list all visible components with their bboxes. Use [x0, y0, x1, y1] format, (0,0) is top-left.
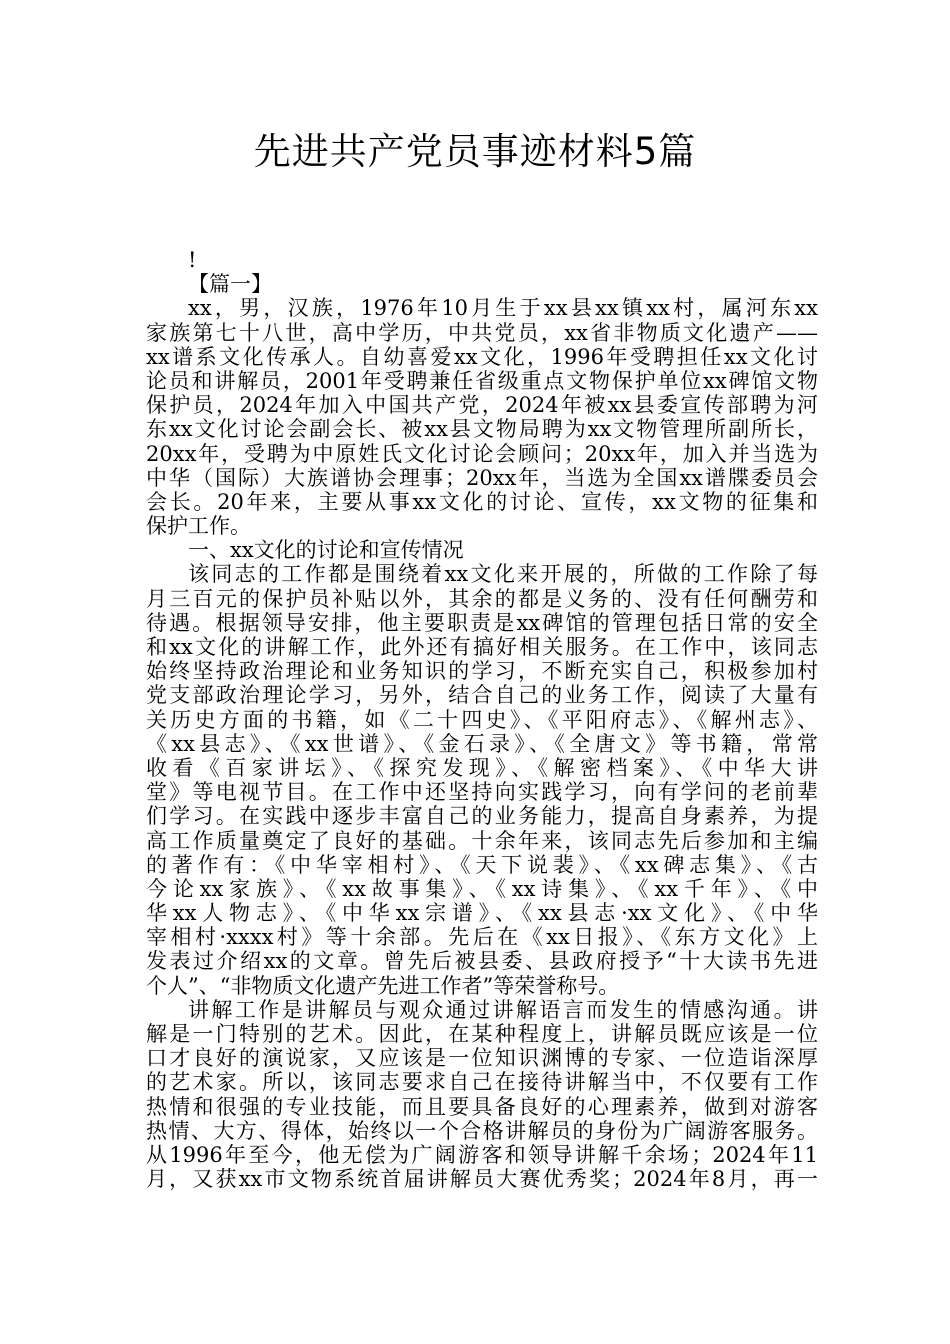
text-line: 东xx文化讨论会副会长、被xx县文物局聘为xx文物管理所副所长， [146, 417, 818, 442]
text-line: 今论xx家族》、《xx故事集》、《xx诗集》、《xx千年》、《中 [146, 876, 818, 901]
text-line: 解是一门特别的艺术。因此，在某种程度上，讲解员既应该是一位 [146, 1022, 818, 1046]
text-line: 家族第七十八世，高中学历，中共党员，xx省非物质文化遗产—— [146, 320, 818, 345]
text-line: 们学习。在实践中逐步丰富自己的业务能力，提高自身素养，为提 [146, 804, 818, 829]
text-line: 保护员，2024年加入中国共产党，2024年被xx县委宣传部聘为河 [146, 393, 818, 418]
text-line: xx，男，汉族，1976年10月生于xx县xx镇xx村，属河东xx [188, 296, 818, 321]
document-title: 先进共产党员事迹材料5篇 [253, 130, 697, 173]
text-line: ! [188, 248, 197, 272]
text-line: 待遇。根据领导安排，他主要职责是xx碑馆的管理包括日常的安全 [146, 610, 818, 635]
text-line: 堂》等电视节目。在工作中还坚持向实践学习，向有学问的老前辈 [146, 780, 818, 805]
text-line: 口才良好的演说家，又应该是一位知识渊博的专家、一位造诣深厚 [146, 1046, 818, 1071]
text-line: 热情和很强的专业技能，而且要具备良好的心理素养，做到对游客 [146, 1094, 818, 1119]
text-line: 会长。20年来，主要从事xx文化的讨论、宣传，xx文物的征集和 [146, 489, 818, 514]
text-line: 高工作质量奠定了良好的基础。十余年来，该同志先后参加和主编 [146, 828, 818, 853]
text-line: 中华（国际）大族谱协会理事；20xx年，当选为全国xx谱牒委员会 [146, 465, 818, 490]
document-body [146, 248, 818, 1191]
section-heading-part-1: 【篇一】 [188, 272, 272, 297]
text-line: 论员和讲解员，2001年受聘兼任省级重点文物保护单位xx碑馆文物 [146, 368, 818, 393]
text-line: 该同志的工作都是围绕着xx文化来开展的，所做的工作除了每 [188, 562, 818, 587]
subsection-heading: 一、xx文化的讨论和宣传情况 [188, 538, 464, 563]
text-line: 关历史方面的书籍，如《二十四史》、《平阳府志》、《解州志》、 [146, 707, 818, 732]
text-line: 《xx县志》、《xx世谱》、《金石录》、《全唐文》等书籍，常常 [146, 731, 818, 756]
text-line: 从1996年至今，他无偿为广阔游客和领导讲解千余场；2024年11 [146, 1142, 818, 1167]
text-line: 发表过介绍xx的文章。曾先后被县委、县政府授予“十大读书先进 [146, 949, 818, 974]
text-line: 华xx人物志》、《中华xx宗谱》、《xx县志·xx文化》、《中华 [146, 901, 818, 926]
text-line: 个人”、“非物质文化遗产先进工作者”等荣誉称号。 [146, 973, 620, 998]
text-line: 月三百元的保护员补贴以外，其余的都是义务的、没有任何酬劳和 [146, 586, 818, 611]
text-line: 始终坚持政治理论和业务知识的学习，不断充实自己，积极参加村 [146, 659, 818, 684]
text-line: xx谱系文化传承人。自幼喜爱xx文化，1996年受聘担任xx文化讨 [146, 344, 818, 369]
text-line: 20xx年，受聘为中原姓氏文化讨论会顾问；20xx年，加入并当选为 [146, 441, 818, 466]
text-line: 宰相村·xxxx村》等十余部。先后在《xx日报》、《东方文化》上 [146, 925, 818, 950]
text-line: 保护工作。 [146, 514, 251, 539]
text-line: 讲解工作是讲解员与观众通过讲解语言而发生的情感沟通。讲 [188, 997, 818, 1022]
text-line: 和xx文化的讲解工作，此外还有搞好相关服务。在工作中，该同志 [146, 635, 818, 659]
text-line: 党支部政治理论学习，另外，结合自己的业务工作，阅读了大量有 [146, 683, 818, 708]
text-line: 的艺术家。所以，该同志要求自己在接待讲解当中，不仅要有工作 [146, 1070, 818, 1095]
text-line: 的著作有：《中华宰相村》、《天下说裴》、《xx碑志集》、《古 [146, 852, 818, 877]
text-line: 月，又获xx市文物系统首届讲解员大赛优秀奖；2024年8月，再一 [146, 1167, 818, 1192]
text-line: 热情、大方、得体，始终以一个合格讲解员的身份为广阔游客服务。 [146, 1118, 818, 1143]
text-line: 收看《百家讲坛》、《探究发现》、《解密档案》、《中华大讲 [146, 755, 818, 780]
